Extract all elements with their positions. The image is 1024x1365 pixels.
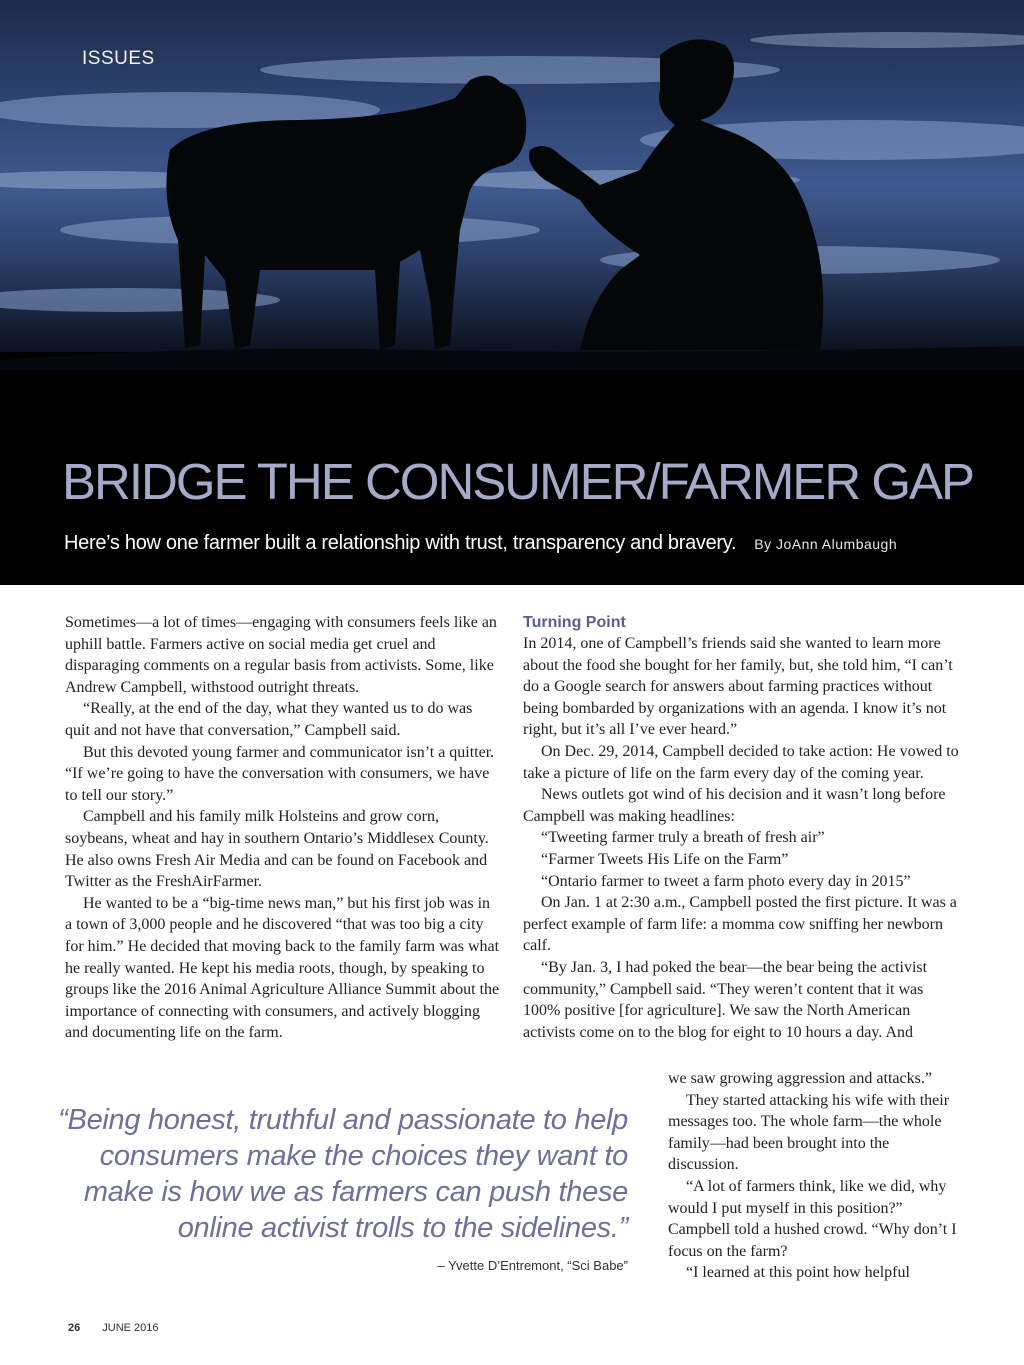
paragraph: News outlets got wind of his decision and it wasn’t long before Campbell was making headlines: [523,786,946,825]
headline-quote: “Ontario farmer to tweet a farm photo every day in 2015” [541,872,911,890]
article-narrow-column [668,1068,960,1284]
page-footer [68,1322,159,1334]
paragraph: “By Jan. 3, I had poked the bear—the bear being the activist community,” Campbell said. “They weren’t content that it was 100% positive [for agriculture]. We saw the North American activists come on to the blog for eight to 10 hours a day. And [523,958,928,1041]
headline-quote: “Tweeting farmer truly a breath of fresh air” [541,829,825,847]
paragraph: “A lot of farmers think, like we did, why would I put myself in this position?” Campbell told a hushed crowd. “Why don’t I focus on the farm? [668,1177,957,1260]
paragraph: Campbell and his family milk Holsteins and grow corn, soybeans, wheat and hay in southern Ontario’s Middlesex County. He also owns Fresh Air Media and can be found on Facebook and Twitter as the FreshAirFarmer. [65,808,489,891]
pull-quote: “Being honest, truthful and passionate to help consumers make the choices they want to make is how we as farmers can push these online activist trolls to the sidelines.” [58,1104,628,1244]
pull-quote-attribution: – Yvette D’Entremont, “Sci Babe” [437,1258,628,1273]
paragraph: we saw growing aggression and attacks.” [668,1070,932,1087]
section-subhead: Turning Point [523,614,626,631]
article-right-column [523,612,959,1043]
paragraph: In 2014, one of Campbell’s friends said she wanted to learn more about the food she bought for her family, but, she told him, “I can’t do a Google search for answers about farming practices without being bombarded by organizations with an agenda. I know it’s not right, but it’s all I’ve ever heard.” [523,635,953,739]
paragraph: They started attacking his wife with their messages too. The whole farm—the whole family—had been brought into the discussion. [668,1091,950,1174]
issue-date: JUNE 2016 [102,1322,159,1334]
paragraph: On Dec. 29, 2014, Campbell decided to take action: He vowed to take a picture of life on the farm every day of the coming year. [523,742,959,782]
paragraph: On Jan. 1 at 2:30 a.m., Campbell posted the first picture. It was a perfect example of farm life: a momma cow sniffing her newborn calf. [523,894,957,955]
paragraph: But this devoted young farmer and communicator isn’t a quitter. “If we’re going to have the conversation with consumers, we have to tell our story.” [65,743,495,804]
paragraph: “Really, at the end of the day, what they wanted us to do was quit and not have that conversation,” Campbell said. [65,700,473,739]
article-left-column [65,612,501,1044]
headline: BRIDGE THE CONSUMER/FARMER GAP [62,453,974,510]
paragraph: “I learned at this point how helpful [686,1264,910,1282]
byline: By JoAnn Alumbaugh [754,536,898,552]
page-number: 26 [68,1322,81,1334]
hero-photo [0,0,1024,585]
subheadline: Here’s how one farmer built a relationship with trust, transparency and bravery. [64,532,737,554]
paragraph: He wanted to be a “big-time news man,” but his first job was in a town of 3,000 people and he discovered “that was too big a city for him.” He decided that moving back to the family farm was what he really wanted. He kept his media roots, though, by speaking to groups like the 2016 Animal Agriculture Alliance Summit about the importance of connecting with consumers, and actively blogging and documenting life on the farm. [65,894,500,1042]
section-tag: ISSUES [82,48,155,69]
paragraph: Sometimes—a lot of times—engaging with consumers feels like an uphill battle. Farmers active on social media get cruel and disparaging comments on a regular basis from activists. Some, like Andrew Campbell, withstood outright threats. [65,614,497,696]
headline-quote: “Farmer Tweets His Life on the Farm” [541,850,789,868]
deck [64,532,964,555]
